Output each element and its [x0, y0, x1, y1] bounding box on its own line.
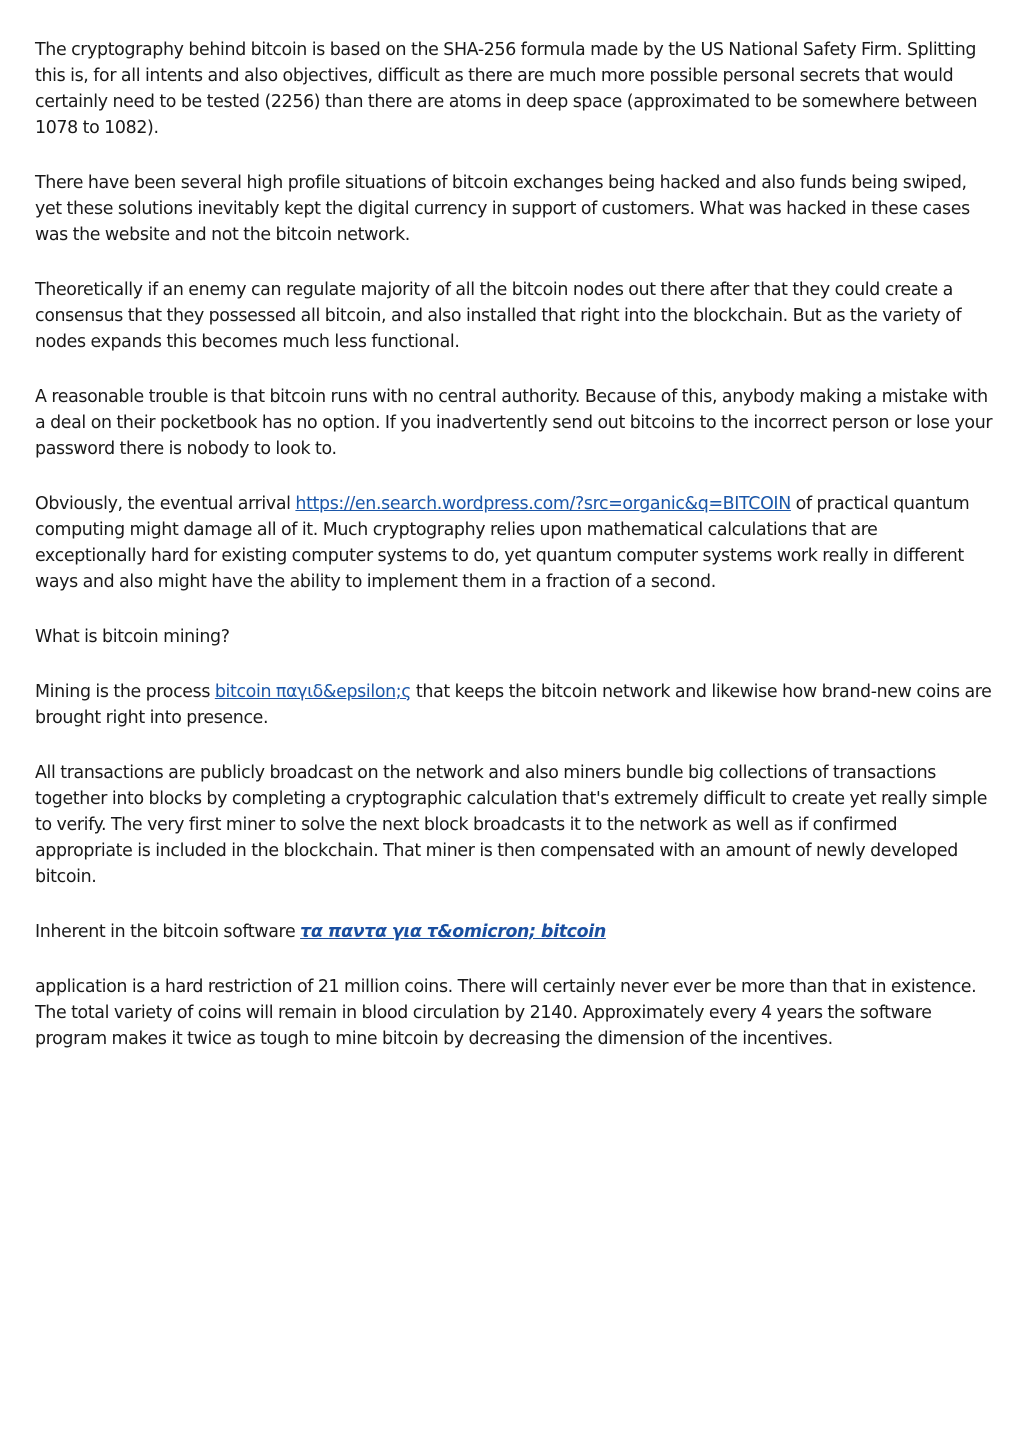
paragraph-mining-question: What is bitcoin mining?: [35, 627, 230, 647]
paragraph-mining-process: [35, 679, 993, 731]
paragraph-transactions: All transactions are publicly broadcast on the network and also miners bundle big collections of transactions together into blocks by completing a cryptographic calculation that's extremely difficult to create yet really simple to verify. The very first miner to solve the next block broadcasts it to the network as well as if confirmed appropriate is included in the blockchain. That miner is then compensated with an amount of newly developed bitcoin.: [35, 763, 988, 887]
paragraph-quantum-computing: [35, 491, 993, 595]
paragraph-central-authority: A reasonable trouble is that bitcoin runs with no central authority. Because of this, anybody making a mistake with a deal on their pocketbook has no option. If you inadvertently send out bitcoins to the incorrect person or lose your password there is nobody to look to.: [35, 387, 993, 459]
bitcoin-all-about-link[interactable]: τα παντα για τ&omicron; bitcoin: [300, 922, 606, 942]
mining-text-after: that keeps the bitcoin network and likewise how brand-new coins are brought right into presence.: [35, 682, 992, 728]
quantum-text-after: of practical quantum computing might damage all of it. Much cryptography relies upon mathematical calculations that are exceptionally hard for existing computer systems to do, yet quantum computer systems work really in different ways and also might have the ability to implement them in a fraction of a second.: [35, 494, 970, 592]
paragraph-cryptography: The cryptography behind bitcoin is based on the SHA-256 formula made by the US National Safety Firm. Splitting this is, for all intents and also objectives, difficult as there are much more possible personal secrets that would certainly need to be tested (2256) than there are atoms in deep space (approximated to be somewhere between 1078 to 1082).: [35, 40, 978, 138]
inherent-text-before: Inherent in the bitcoin software: [35, 922, 301, 942]
paragraph-coin-limit: application is a hard restriction of 21 million coins. There will certainly never ever be more than that in existence. The total variety of coins will remain in blood circulation by 2140. Approximately every 4 years the software program makes it twice as tough to mine bitcoin by decreasing the dimension of the incentives.: [35, 977, 977, 1049]
bitcoin-pagides-link[interactable]: bitcoin παγιδ&epsilon;ς: [214, 682, 412, 702]
mining-text-before: Mining is the process: [35, 682, 215, 702]
quantum-text-before: Obviously, the eventual arrival: [35, 494, 296, 514]
document-body: [35, 37, 993, 1081]
paragraph-enemy-nodes: Theoretically if an enemy can regulate majority of all the bitcoin nodes out there after that they could create a consensus that they possessed all bitcoin, and also installed that right into the blockchain. But as the variety of nodes expands this becomes much less functional.: [35, 280, 962, 352]
paragraph-exchanges-hacked: There have been several high profile situations of bitcoin exchanges being hacked and also funds being swiped, yet these solutions inevitably kept the digital currency in support of customers. What was hacked in these cases was the website and not the bitcoin network.: [35, 173, 970, 245]
wordpress-search-link[interactable]: https://en.search.wordpress.com/?src=organic&q=BITCOIN: [295, 494, 791, 514]
paragraph-inherent-software: [35, 919, 993, 945]
